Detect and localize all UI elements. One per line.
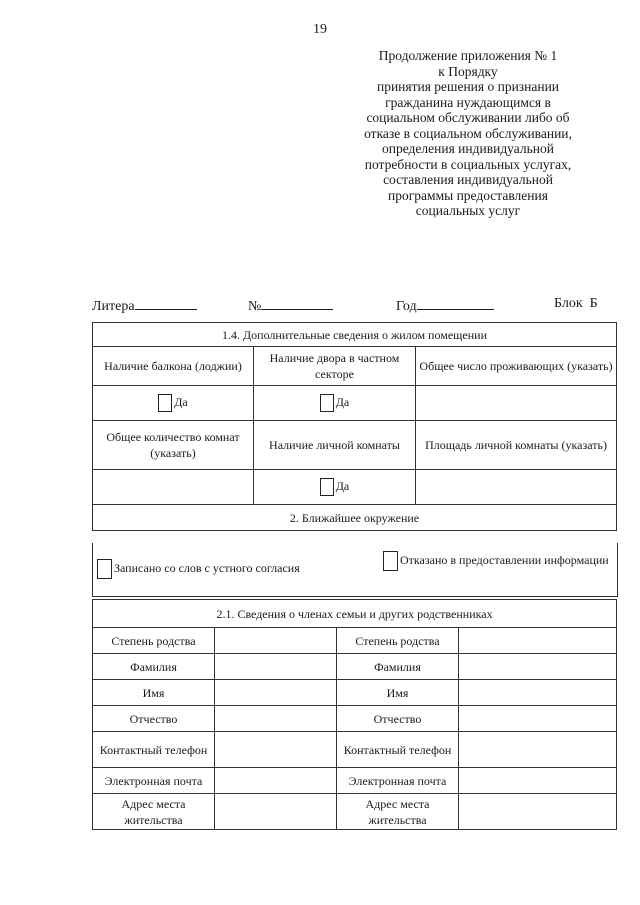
- email-label: Электронная почта: [337, 768, 459, 794]
- year-blank[interactable]: [417, 296, 494, 310]
- name-label: Имя: [337, 680, 459, 706]
- year-label: Год: [396, 299, 417, 314]
- litera-label: Литера: [92, 299, 135, 314]
- balcony-label: Наличие балкона (лоджии): [93, 347, 254, 386]
- family-title: 2.1. Сведения о членах семьи и других родственниках: [93, 600, 617, 628]
- yes-label: Да: [335, 478, 350, 493]
- own-room-checkbox[interactable]: [320, 478, 334, 496]
- yes-label: Да: [335, 394, 350, 409]
- number-blank[interactable]: [261, 296, 333, 310]
- consent-checkbox[interactable]: [97, 559, 112, 579]
- surname-value[interactable]: [215, 654, 337, 680]
- address-value[interactable]: [459, 794, 617, 830]
- appendix-header: [338, 48, 598, 219]
- consent-row: [92, 543, 618, 597]
- balcony-checkbox[interactable]: [158, 394, 172, 412]
- relation-label: Степень родства: [337, 628, 459, 654]
- own-room-area-value[interactable]: [416, 470, 617, 505]
- rooms-total-value[interactable]: [93, 470, 254, 505]
- email-value[interactable]: [459, 768, 617, 794]
- year-field[interactable]: [396, 296, 494, 315]
- email-value[interactable]: [215, 768, 337, 794]
- appendix-line: потребности в социальных услугах,: [364, 156, 572, 172]
- consent-label: Записано со слов с устного согласия: [114, 560, 300, 575]
- litera-blank[interactable]: [135, 296, 197, 310]
- relation-value[interactable]: [459, 628, 617, 654]
- relation-value[interactable]: [215, 628, 337, 654]
- phone-value[interactable]: [459, 732, 617, 768]
- housing-title: 1.4. Дополнительные сведения о жилом помещении: [93, 323, 617, 347]
- phone-value[interactable]: [215, 732, 337, 768]
- surname-label: Фамилия: [337, 654, 459, 680]
- rooms-total-label: Общее количество комнат (указать): [93, 421, 254, 470]
- page-number: 19: [313, 22, 327, 37]
- yard-label: Наличие двора в частном секторе: [254, 347, 416, 386]
- surname-label: Фамилия: [93, 654, 215, 680]
- appendix-line: гражданина нуждающимся в: [385, 94, 551, 110]
- own-room-label: Наличие личной комнаты: [254, 421, 416, 470]
- consent-option[interactable]: [97, 559, 300, 579]
- residents-value[interactable]: [416, 386, 617, 421]
- number-field[interactable]: [248, 296, 333, 315]
- relation-label: Степень родства: [93, 628, 215, 654]
- litera-field[interactable]: [92, 296, 197, 315]
- phone-label: Контактный телефон: [93, 732, 215, 768]
- own-room-area-label: Площадь личной комнаты (указать): [416, 421, 617, 470]
- residents-label: Общее число проживающих (указать): [416, 347, 617, 386]
- appendix-line: социальных услуг: [415, 203, 521, 218]
- address-label: Адрес места жительства: [337, 794, 459, 830]
- balcony-cell: [93, 386, 254, 421]
- phone-label: Контактный телефон: [337, 732, 459, 768]
- name-value[interactable]: [459, 680, 617, 706]
- surname-value[interactable]: [459, 654, 617, 680]
- patronymic-label: Отчество: [337, 706, 459, 732]
- patronymic-value[interactable]: [459, 706, 617, 732]
- address-value[interactable]: [215, 794, 337, 830]
- patronymic-value[interactable]: [215, 706, 337, 732]
- number-label: №: [248, 299, 262, 314]
- appendix-line: принятия решения о признании: [376, 79, 560, 94]
- own-room-cell: [254, 470, 416, 505]
- block-label: Блок Б: [554, 296, 598, 311]
- yard-checkbox[interactable]: [320, 394, 334, 412]
- refused-checkbox[interactable]: [383, 551, 398, 571]
- address-label: Адрес места жительства: [93, 794, 215, 830]
- name-label: Имя: [93, 680, 215, 706]
- appendix-line: социальном обслуживании либо об: [366, 110, 570, 125]
- email-label: Электронная почта: [93, 768, 215, 794]
- yes-label: Да: [174, 394, 188, 409]
- refused-label: Отказано в предоставлении информации: [400, 553, 609, 567]
- appendix-line: определения индивидуальной: [382, 141, 554, 156]
- appendix-line: отказе в социальном обслуживании,: [364, 125, 572, 141]
- refused-option[interactable]: [383, 551, 613, 571]
- yard-cell: [254, 386, 416, 421]
- appendix-line: составления индивидуальной: [383, 172, 553, 187]
- environment-title: 2. Ближайшее окружение: [93, 505, 617, 531]
- family-table: [92, 599, 617, 830]
- appendix-line: программы предоставления: [388, 187, 548, 203]
- appendix-line: Продолжение приложения № 1: [378, 48, 558, 63]
- housing-table: [92, 322, 617, 531]
- name-value[interactable]: [215, 680, 337, 706]
- patronymic-label: Отчество: [93, 706, 215, 732]
- appendix-line: к Порядку: [438, 63, 498, 79]
